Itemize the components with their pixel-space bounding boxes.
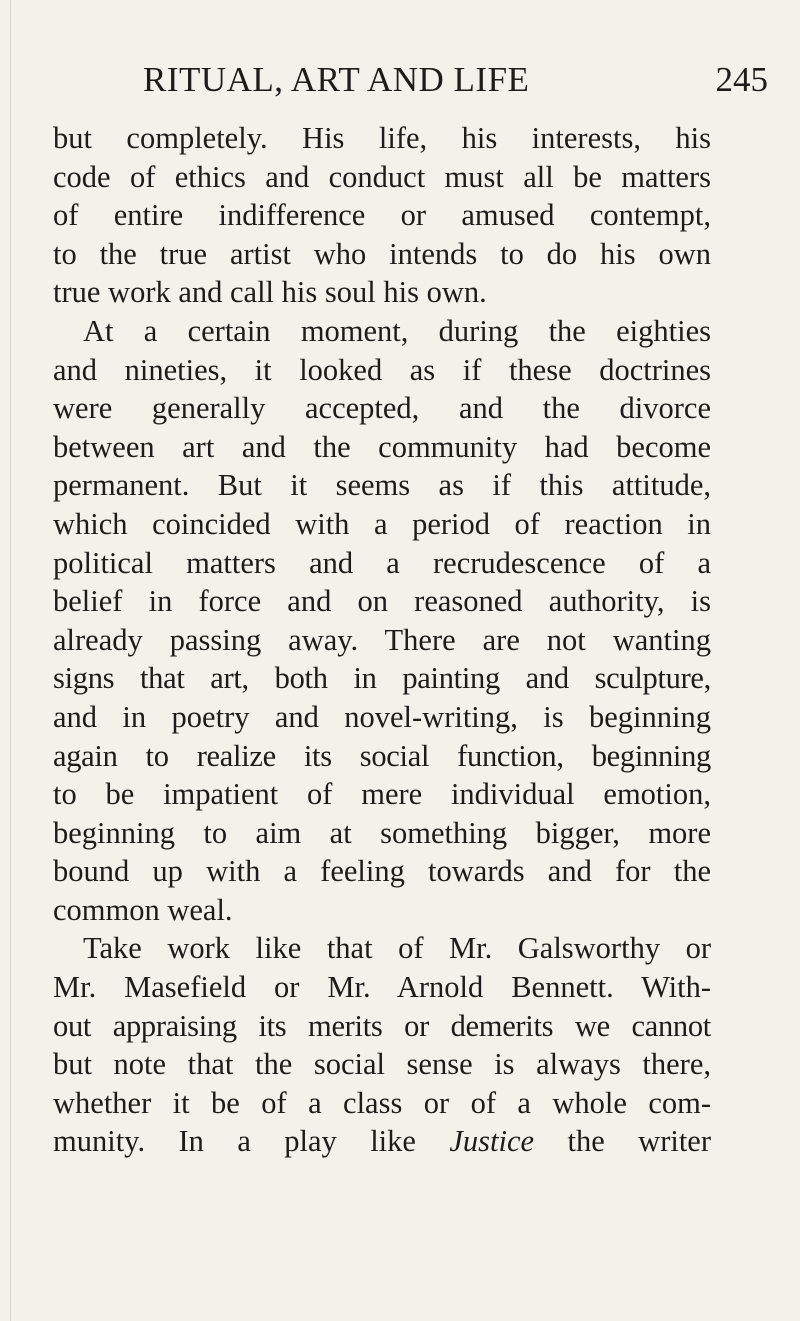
text-line: Mr. Masefield or Mr. Arnold Bennett. With- [53, 970, 711, 1005]
text-line: code of ethics and conduct must all be matters [53, 159, 711, 194]
body-text [53, 119, 711, 1161]
text-line: of entire indifference or amused contempt, [53, 198, 711, 233]
text-line: and in poetry and novel-writing, is beginning [53, 699, 711, 734]
text-line: whether it be of a class or of a whole com- [53, 1085, 711, 1120]
text-line: true work and call his soul his own. [53, 275, 487, 310]
text-line-final [53, 1122, 711, 1161]
text-line: and nineties, it looked as if these doctrines [53, 352, 711, 387]
text-line: permanent. But it seems as if this attitude, [53, 468, 711, 503]
text-line: signs that art, both in painting and sculpture, [53, 661, 711, 696]
text-line: were generally accepted, and the divorce [53, 391, 711, 426]
text-line: political matters and a recrudescence of a [53, 545, 711, 580]
running-head: RITUAL, ART AND LIFE [143, 60, 530, 99]
paragraph-start-line: Take work like that of Mr. Galsworthy or [83, 931, 711, 966]
text-line: but note that the social sense is always there, [53, 1047, 711, 1082]
text-line: common weal. [53, 892, 233, 927]
final-line-start: munity. In a play like [53, 1124, 416, 1159]
final-line-end: the writer [567, 1124, 711, 1159]
text-line: to be impatient of mere individual emotion, [53, 777, 711, 812]
text-line: between art and the community had become [53, 429, 711, 464]
paragraph-start-line: At a certain moment, during the eighties [83, 313, 711, 348]
text-line: out appraising its merits or demerits we cannot [53, 1008, 711, 1043]
text-line: but completely. His life, his interests, his [53, 121, 711, 155]
text-line: bound up with a feeling towards and for the [53, 854, 711, 889]
play-title: Justice [449, 1124, 535, 1159]
text-line: beginning to aim at something bigger, more [53, 815, 711, 850]
page-header [143, 58, 768, 102]
text-line: to the true artist who intends to do his own [53, 236, 711, 271]
text-line: already passing away. There are not wanting [53, 622, 711, 657]
binding-edge [10, 0, 11, 1321]
page-number: 245 [715, 60, 768, 99]
text-line: which coincided with a period of reaction in [53, 506, 711, 541]
text-line: again to realize its social function, beginning [53, 738, 711, 773]
text-line: belief in force and on reasoned authority, is [53, 584, 711, 619]
